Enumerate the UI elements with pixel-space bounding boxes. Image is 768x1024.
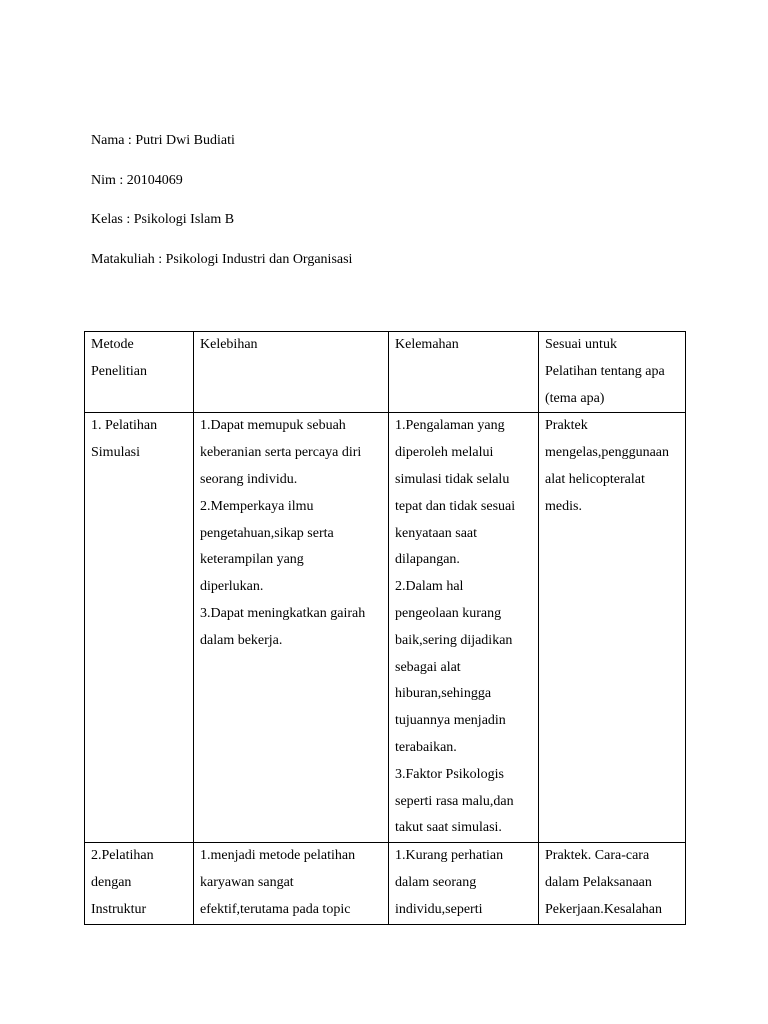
cell-text-line: 1. Pelatihan (91, 418, 158, 434)
cell-text-line: efektif,terutama pada topic (200, 901, 351, 917)
cell-disadvantages (389, 413, 539, 843)
cell-text-line: keberanian serta percaya diri (200, 445, 362, 461)
cell-text-line: keterampilan yang (200, 552, 304, 568)
cell-text-line: diperlukan. (200, 579, 264, 595)
cell-text-line: sebagai alat (395, 659, 461, 675)
cell-method (85, 413, 194, 843)
course-name: Matakuliah : Psikologi Industri dan Organisasi (91, 252, 353, 267)
cell-text-line: seorang individu. (200, 471, 298, 487)
cell-text-line: 2.Dalam hal (395, 579, 464, 595)
cell-text-line: baik,sering dijadikan (395, 632, 513, 648)
cell-text-line: takut saat simulasi. (395, 820, 502, 836)
cell-text-line: dalam bekerja. (200, 632, 283, 648)
cell-text-line: Penelitian (91, 363, 147, 379)
cell-text-line: 1.Pengalaman yang (395, 418, 505, 434)
header-cell-advantages (194, 332, 389, 413)
cell-text-line: (tema apa) (545, 390, 605, 406)
cell-text-line: 1.Dapat memupuk sebuah (200, 418, 346, 434)
header-cell-disadvantages (389, 332, 539, 413)
cell-text-line: 2.Memperkaya ilmu (200, 498, 314, 514)
cell-text-line: diperoleh melalui (395, 445, 494, 461)
cell-text-line: 1.Kurang perhatian (395, 848, 504, 864)
cell-text-line: Pekerjaan.Kesalahan (545, 901, 662, 917)
cell-text-line: terabaikan. (395, 739, 457, 755)
table-header-row (85, 332, 686, 413)
student-class: Kelas : Psikologi Islam B (91, 212, 235, 227)
cell-text-line: 3.Dapat meningkatkan gairah (200, 605, 366, 621)
cell-text-line: Kelebihan (200, 337, 258, 352)
cell-suitable-for (539, 843, 686, 924)
cell-text-line: pengeolaan kurang (395, 605, 502, 621)
cell-text-line: alat helicopteralat (545, 471, 645, 487)
cell-text-line: 2.Pelatihan (91, 848, 154, 864)
cell-text-line: Metode (91, 337, 134, 352)
cell-text-line: simulasi tidak selalu (395, 471, 510, 487)
cell-text-line: dilapangan. (395, 552, 460, 568)
student-name: Nama : Putri Dwi Budiati (91, 133, 235, 148)
cell-text-line: individu,seperti (395, 901, 483, 917)
cell-text-line: Pelatihan tentang apa (545, 363, 665, 379)
methods-table (84, 331, 686, 925)
cell-text-line: Praktek (545, 418, 588, 434)
cell-text-line: dengan (91, 874, 132, 890)
cell-text-line: pengetahuan,sikap serta (200, 525, 334, 541)
cell-text-line: dalam Pelaksanaan (545, 874, 652, 890)
cell-text-line: tepat dan tidak sesuai (395, 498, 516, 514)
cell-text-line: dalam seorang (395, 874, 477, 890)
header-cell-suitable-for (539, 332, 686, 413)
cell-text-line: Sesuai untuk (545, 337, 617, 352)
cell-text-line: Instruktur (91, 901, 147, 917)
cell-method (85, 843, 194, 924)
cell-text-line: seperti rasa malu,dan (395, 793, 514, 809)
table-row (85, 413, 686, 843)
student-nim: Nim : 20104069 (91, 173, 183, 188)
cell-text-line: hiburan,sehingga (395, 686, 492, 702)
cell-text-line: 1.menjadi metode pelatihan (200, 848, 356, 864)
table-row (85, 843, 686, 924)
cell-text-line: 3.Faktor Psikologis (395, 766, 504, 782)
cell-text-line: Praktek. Cara-cara (545, 848, 650, 864)
cell-disadvantages (389, 843, 539, 924)
header-cell-method (85, 332, 194, 413)
cell-advantages (194, 843, 389, 924)
cell-text-line: tujuannya menjadin (395, 713, 506, 729)
cell-suitable-for (539, 413, 686, 843)
cell-text-line: kenyataan saat (395, 525, 478, 541)
cell-advantages (194, 413, 389, 843)
cell-text-line: Kelemahan (395, 337, 459, 352)
cell-text-line: Simulasi (91, 445, 141, 461)
cell-text-line: karyawan sangat (200, 874, 294, 890)
cell-text-line: medis. (545, 498, 582, 514)
cell-text-line: mengelas,penggunaan (545, 445, 670, 461)
table-body (85, 332, 686, 925)
